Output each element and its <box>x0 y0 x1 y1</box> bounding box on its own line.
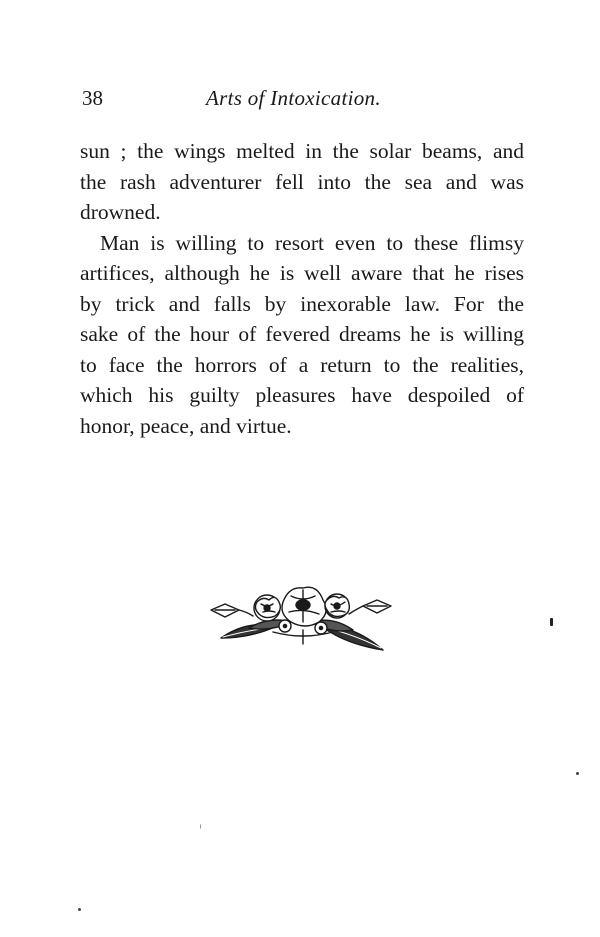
text-line: which his guilty pleasures have despoiled of <box>80 383 524 407</box>
text-line: honor, peace, and virtue. <box>80 413 292 438</box>
text-line: the rash adventurer fell into the sea and was <box>80 169 524 194</box>
text-line: Man is willing to resort even to these flimsy <box>100 230 524 255</box>
text-line: artifices, although he is well aware that he rises <box>80 261 524 285</box>
text-line: to face the horrors of a return to the realities, <box>80 352 524 377</box>
scan-speck <box>550 618 553 626</box>
text-line: drowned. <box>80 200 161 224</box>
floral-tailpiece-icon <box>203 582 399 658</box>
page-number: 38 <box>82 86 103 110</box>
scan-speck <box>576 772 579 775</box>
scan-speck <box>200 824 201 829</box>
body-text <box>80 136 524 441</box>
text-line: by trick and falls by inexorable law. For the <box>80 291 524 316</box>
page-header <box>82 86 522 114</box>
scan-speck <box>78 908 81 911</box>
text-line: sake of the hour of fevered dreams he is willing <box>80 322 524 346</box>
text-line: sun ; the wings melted in the solar beams, and <box>80 139 524 163</box>
running-title: Arts of Intoxication. <box>206 86 381 110</box>
